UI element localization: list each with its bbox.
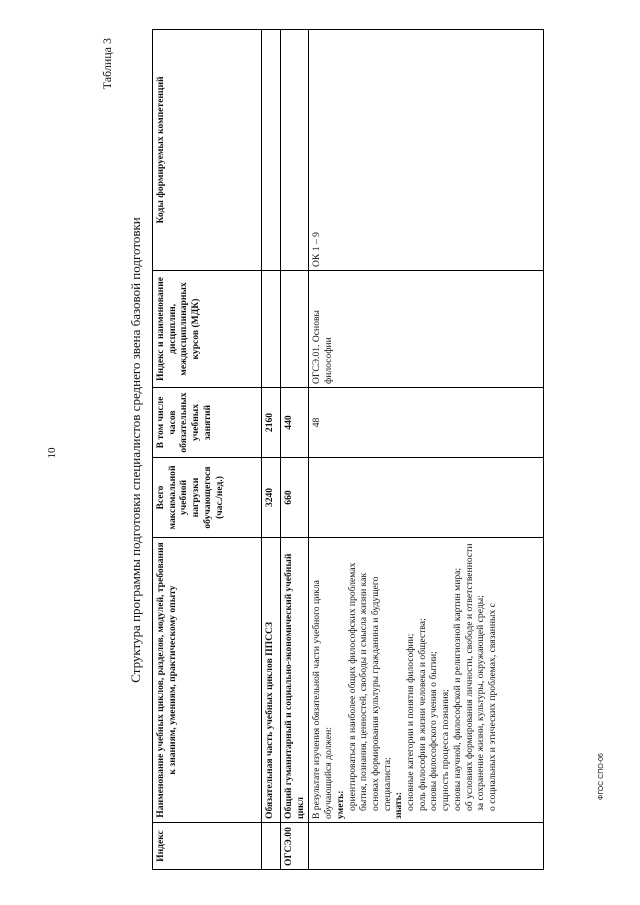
- mandatory-name: Обязательная часть учебных циклов ППССЗ: [262, 538, 281, 823]
- skills-label: уметь:: [334, 790, 346, 819]
- knowledge-item: об условиях формирования личности, свободе и ответственности за сохранение жизни, культуры, окружающей среды;: [463, 543, 487, 811]
- table-label: Таблица 3: [100, 38, 114, 90]
- knowledge-item: о социальных и этических проблемах, связанных с: [486, 603, 498, 811]
- cycle-max-load: 660: [281, 458, 309, 538]
- detail-required-hours: 48: [309, 388, 544, 458]
- table-row-detail: [309, 30, 544, 870]
- table-row-cycle: [281, 30, 309, 870]
- cycle-name: Общий гуманитарный и социально-экономический учебный цикл: [281, 538, 309, 823]
- header-discipline: Индекс и наименование дисциплин, междисциплинарных курсов (МДК): [153, 271, 262, 388]
- header-row: [153, 30, 262, 870]
- knowledge-item: роль философии в жизни человека и общества;: [416, 618, 428, 811]
- header-required-hours: В том числе часов обязательных учебных занятий: [153, 388, 262, 458]
- knowledge-item: основные категории и понятия философии;: [405, 633, 417, 811]
- page-number: 10: [46, 447, 58, 459]
- knowledge-item: основы философского учения о бытии;: [428, 651, 440, 811]
- rotated-page-content: [92, 30, 552, 870]
- skill-item: ориентироваться в наиболее общих философских проблемах бытия, познания, ценностей, свободы и смысла жизни как основах формирования культуры гражданина и будущего специалиста;: [346, 562, 393, 811]
- header-competencies: Коды формируемых компетенций: [153, 30, 262, 271]
- footer-code: ФГОС СПО-06: [598, 753, 605, 800]
- detail-intro: В результате изучения обязательной части учебного цикла обучающийся должен:: [311, 580, 335, 819]
- knowledge-item: основы научной, философской и религиозной картин мира;: [451, 567, 463, 811]
- header-index: Индекс: [153, 823, 262, 870]
- detail-discipline: ОГСЭ.01. Основы философии: [309, 271, 544, 388]
- knowledge-item: сущность процесса познания;: [440, 689, 452, 811]
- detail-competencies: ОК 1 – 9: [309, 30, 544, 271]
- mandatory-max-load: 3240: [262, 458, 281, 538]
- table-row-mandatory: [262, 30, 281, 870]
- knowledge-label: знать:: [393, 792, 405, 819]
- cycle-required-hours: 440: [281, 388, 309, 458]
- table-title: Структура программы подготовки специалистов среднего звена базовой подготовки: [128, 217, 143, 683]
- structure-table: [152, 29, 544, 870]
- mandatory-required-hours: 2160: [262, 388, 281, 458]
- header-name: Наименование учебных циклов, разделов, модулей, требования к знаниям, умениям, практическому опыту: [153, 538, 262, 823]
- header-max-load: Всего максимальной учебной нагрузки обучающегося (час./нед.): [153, 458, 262, 538]
- detail-content: [309, 538, 544, 823]
- cycle-index: ОГСЭ.00: [281, 823, 309, 870]
